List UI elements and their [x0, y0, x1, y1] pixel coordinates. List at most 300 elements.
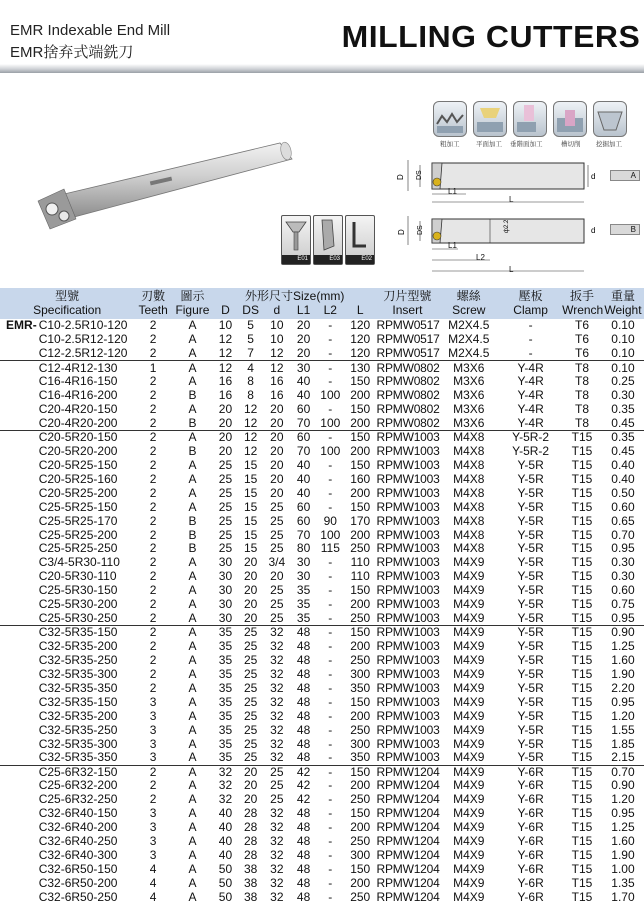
dim-ds-cell: 25: [243, 652, 258, 667]
weight-cell: 0.30: [611, 388, 635, 403]
weight-cell: 1.25: [611, 820, 635, 835]
screw-cell: M2X4.5: [448, 332, 490, 347]
insert-cell: RPMW1003: [376, 499, 440, 514]
clamp-cell: Y-5R: [499, 626, 562, 640]
size-header: 外形尺寸Size(mm): [245, 289, 345, 303]
dim-ds-cell: 28: [243, 820, 258, 835]
teeth-cell: 2: [149, 457, 157, 472]
table-row: [0, 612, 644, 626]
table-row: [0, 737, 644, 751]
insert-e03: [313, 215, 343, 265]
dim-l-cell: 160: [350, 471, 371, 486]
weight-cell: 1.55: [611, 722, 635, 737]
wrench-cell: T15: [562, 765, 602, 779]
header-row-1: [0, 288, 644, 303]
wrench-cell: T15: [571, 583, 593, 598]
insert-cell: RPMW1003: [376, 430, 440, 445]
screw-cell: M4X8: [453, 485, 485, 500]
series-prefix: [0, 584, 37, 598]
dim-small-d-cell: 25: [270, 792, 284, 807]
teeth-cell: 3: [149, 848, 157, 863]
dim-l-cell: 120: [350, 332, 371, 347]
dim-ds-cell: 38: [243, 862, 258, 877]
series-prefix: [0, 612, 37, 626]
wrench-cell: T6: [575, 346, 590, 361]
teeth-cell: 2: [149, 471, 157, 486]
series-prefix: [0, 863, 37, 877]
dim-l1-cell: 80: [296, 541, 311, 556]
dim-d-cell: 30: [218, 555, 233, 570]
dim-ds-cell: 20: [243, 555, 258, 570]
insert-cell: RPMW1003: [376, 625, 440, 640]
clamp-cell: Y-5R: [517, 541, 544, 556]
wrench-cell: T15: [571, 862, 593, 877]
weight-cell: 0.95: [611, 806, 635, 821]
dim-l2-cell: -: [328, 318, 333, 333]
dim-small-d-cell: 32: [263, 626, 290, 640]
dim-small-d-cell: 25: [270, 541, 284, 556]
type-b-l2: L2: [476, 253, 485, 262]
insert-cell: RPMW1003: [376, 708, 440, 723]
clamp-cell: -: [528, 318, 533, 333]
dim-l2-cell: -: [328, 820, 333, 835]
clamp-cell: Y-5R: [517, 666, 544, 681]
spec-cell: C12-4R12-130: [37, 361, 135, 375]
screw-cell: M4X9: [453, 848, 485, 863]
wrench-cell: T8: [575, 402, 590, 417]
table-row: [0, 654, 644, 668]
spec-cell: C25-5R25-170: [38, 513, 118, 528]
dim-l2-cell: -: [328, 583, 333, 598]
wrench-cell: T6: [575, 318, 590, 333]
dim-d-cell: 35: [218, 652, 233, 667]
teeth-cell: 2: [149, 527, 157, 542]
figure-cell: A: [188, 652, 197, 667]
spec-header-en: Specification: [33, 303, 102, 317]
wrench-cell: T15: [571, 722, 593, 737]
clamp-cell: Y-5R: [517, 680, 544, 695]
clamp-cell: Y-4R: [499, 361, 562, 375]
teeth-cell: 3: [149, 820, 157, 835]
dim-d-cell: 16: [218, 388, 233, 403]
dim-small-d-cell: 32: [270, 694, 284, 709]
teeth-cell: 3: [149, 806, 157, 821]
wrench-icon: [346, 216, 374, 254]
dim-l1-cell: 30: [296, 555, 311, 570]
clamp-header-en: Clamp: [513, 303, 548, 317]
dim-l1-cell: 48: [296, 862, 311, 877]
dim-ds-cell: 20: [243, 610, 258, 625]
series-prefix: [0, 472, 37, 486]
weight-cell: 0.40: [611, 457, 635, 472]
dim-d-cell: 25: [218, 513, 233, 528]
series-prefix: [0, 444, 37, 458]
insert-cell: RPMW1003: [376, 666, 440, 681]
wrench-cell: T15: [571, 680, 593, 695]
clamp-cell: Y-6R: [517, 792, 544, 807]
clamp-cell: Y-6R: [517, 848, 544, 863]
weight-cell: 0.25: [611, 374, 635, 389]
screw-cell: M4X8: [438, 431, 499, 445]
dim-ds-cell: 28: [243, 848, 258, 863]
dim-d-cell: 25: [218, 527, 233, 542]
figure-cell: A: [188, 555, 197, 570]
series-prefix: [0, 528, 37, 542]
weight-cell: 1.20: [611, 708, 635, 723]
insert-cell: RPMW1204: [376, 806, 440, 821]
dim-l-cell: 200: [350, 527, 371, 542]
dim-l2-cell: -: [317, 361, 344, 375]
dim-d-cell: 25: [218, 471, 233, 486]
spec-table-wrap: [0, 288, 644, 904]
insert-cell: RPMW1204: [376, 862, 440, 877]
weight-cell: 0.95: [611, 610, 635, 625]
wrench-cell: T15: [571, 666, 593, 681]
wrench-cell: T15: [571, 820, 593, 835]
series-prefix: [0, 486, 37, 500]
series-prefix: [0, 347, 37, 361]
dim-d-cell: 20: [213, 431, 238, 445]
weight-cell: 0.95: [611, 541, 635, 556]
insert-cell: RPMW1003: [376, 610, 440, 625]
series-prefix: [0, 570, 37, 584]
weight-header-en: Weight: [604, 303, 642, 317]
clamp-cell: Y-5R: [517, 485, 544, 500]
dim-l1-cell: 48: [296, 834, 311, 849]
dim-ds-cell: 15: [243, 513, 258, 528]
dim-l-cell: 120: [350, 318, 371, 333]
insert-cell: RPMW1204: [376, 764, 440, 779]
insert-header-en: Insert: [392, 303, 423, 317]
spec-cell: C20-5R30-110: [38, 569, 117, 584]
dim-ds-cell: 25: [243, 666, 258, 681]
dim-d-label: D: [396, 174, 405, 180]
teeth-header-en: Teeth: [138, 303, 168, 317]
dim-d-cell: 10: [218, 318, 233, 333]
table-row: [0, 403, 644, 417]
dim-header-l: L: [356, 303, 364, 317]
dim-l-cell: 350: [350, 750, 371, 765]
spec-cell: C25-5R30-200: [38, 597, 118, 612]
series-prefix: [0, 389, 37, 403]
screw-cell: M4X9: [438, 626, 499, 640]
spec-table: [0, 288, 644, 904]
wrench-cell: T15: [571, 597, 593, 612]
weight-cell: 0.10: [602, 361, 644, 375]
screw-cell: M3X6: [453, 402, 485, 417]
dim-l1-cell: 70: [296, 415, 311, 430]
type-b-tag: B: [610, 224, 640, 235]
dim-ds-cell: 20: [243, 778, 258, 793]
series-prefix: [0, 403, 37, 417]
clamp-cell: Y-4R: [517, 388, 544, 403]
table-row: [0, 681, 644, 695]
dim-small-d-cell: 3/4: [268, 555, 286, 570]
insert-cell: RPMW0802: [376, 374, 440, 389]
insert-cell: RPMW1204: [376, 778, 440, 793]
weight-cell: 0.30: [611, 569, 635, 584]
dim-l1-cell: 48: [296, 889, 311, 904]
clamp-cell: Y-5R: [517, 555, 544, 570]
wrench-cell: T6: [575, 332, 590, 347]
dim-d-cell: 35: [218, 736, 233, 751]
dim-ds-cell: 25: [243, 694, 258, 709]
table-row: [0, 709, 644, 723]
dim-d-cell: 40: [218, 848, 233, 863]
insert-cell: RPMW1003: [376, 555, 440, 570]
screw-cell: M4X9: [453, 792, 485, 807]
screw-cell: M4X9: [453, 610, 485, 625]
wrench-cell: T15: [571, 610, 593, 625]
dim-l-cell: 150: [350, 499, 371, 514]
table-row: [0, 542, 644, 556]
teeth-cell: 2: [149, 332, 157, 347]
dim-l1-cell: 42: [296, 778, 311, 793]
dim-ds-cell: 20: [243, 569, 258, 584]
clamp-cell: Y-6R: [517, 862, 544, 877]
dim-small-d-cell: 12: [270, 346, 284, 361]
weight-cell: 0.10: [611, 346, 635, 361]
dim-l-cell: 200: [350, 820, 371, 835]
teeth-cell: 3: [149, 750, 157, 765]
dim-l-cell: 200: [350, 708, 371, 723]
table-row: [0, 458, 644, 472]
insert-cell: RPMW0802: [376, 388, 440, 403]
dim-ds-cell: 15: [243, 485, 258, 500]
dim-l1-cell: 42: [290, 765, 316, 779]
dim-small-d-cell: 32: [270, 889, 284, 904]
teeth-cell: 2: [149, 415, 157, 430]
insert-cell: RPMW0802: [376, 360, 440, 375]
table-row: [0, 375, 644, 389]
figure-cell: A: [188, 346, 197, 361]
dim-ds-cell: 25: [243, 639, 258, 654]
weight-cell: 0.45: [611, 415, 635, 430]
table-row: [0, 667, 644, 681]
dim-l2-cell: -: [328, 889, 333, 904]
series-prefix: [0, 835, 37, 849]
teeth-cell: 2: [134, 626, 172, 640]
dim-ds-cell: 7: [247, 346, 254, 361]
weight-cell: 0.90: [611, 778, 635, 793]
dim-l1-cell: 40: [296, 374, 311, 389]
dim-d-cell: 25: [218, 457, 233, 472]
dim-l-cell: 300: [350, 848, 371, 863]
face-milling-icon: [473, 101, 507, 137]
figure-cell: A: [188, 597, 197, 612]
clamp-icon: [314, 216, 342, 254]
dim-small-d-cell: 10: [270, 332, 284, 347]
dim-small-d-cell: 25: [270, 583, 284, 598]
screw-cell: M4X9: [453, 597, 485, 612]
dim-l2-cell: -: [328, 652, 333, 667]
series-prefix: EMR-: [6, 318, 37, 333]
spec-cell: C32-6R40-250: [38, 834, 118, 849]
dim-small-d-cell: 25: [263, 765, 290, 779]
insert-e02: [345, 215, 375, 265]
figure-cell: B: [188, 541, 197, 556]
series-prefix: [0, 626, 37, 640]
dim-l1-cell: 48: [296, 848, 311, 863]
dim-l1-cell: 30: [290, 361, 316, 375]
wrench-cell: T15: [571, 778, 593, 793]
dim-l-cell: 200: [350, 388, 371, 403]
table-row: [0, 640, 644, 654]
dim-l1-cell: 48: [296, 722, 311, 737]
table-row: [0, 431, 644, 445]
weight-cell: 0.70: [602, 765, 644, 779]
table-row: [0, 765, 644, 779]
dim-d-cell: 20: [218, 415, 233, 430]
wrench-cell: T8: [575, 388, 590, 403]
wrench-cell: T15: [571, 471, 593, 486]
weight-cell: 0.30: [611, 555, 635, 570]
figure-cell: B: [188, 527, 197, 542]
figure-cell: A: [188, 402, 197, 417]
dim-d-cell: 35: [218, 750, 233, 765]
dim-ds-cell: 25: [243, 722, 258, 737]
type-a-tag: A: [610, 170, 640, 181]
screw-cell: M4X8: [453, 513, 485, 528]
dim-d-cell: 35: [218, 708, 233, 723]
dim-small-d-cell: 32: [270, 708, 284, 723]
wrench-cell: T15: [571, 485, 593, 500]
dim-l2-cell: -: [328, 834, 333, 849]
dim-l2-cell: 100: [320, 415, 341, 430]
product-line-zh: EMR捨弃式端銑刀: [10, 44, 134, 61]
screw-cell: M4X9: [453, 862, 485, 877]
dim-l-cell: 150: [344, 626, 377, 640]
figure-cell: A: [188, 708, 197, 723]
dim-d-cell: 35: [218, 694, 233, 709]
spec-cell: C25-5R25-150: [38, 499, 118, 514]
figure-cell: A: [188, 639, 197, 654]
weight-cell: 1.20: [611, 792, 635, 807]
table-row: [0, 626, 644, 640]
insert-cell: RPMW1003: [376, 694, 440, 709]
dim-d-cell: 35: [218, 639, 233, 654]
dim-small-d-cell: 32: [270, 820, 284, 835]
figure-cell: A: [188, 792, 197, 807]
dim-d-cell: 35: [218, 680, 233, 695]
insert-header-zh: 刀片型號: [383, 289, 432, 303]
dim-d-cell: 12: [218, 346, 233, 361]
table-row: [0, 849, 644, 863]
dim-ds-cell: 28: [243, 834, 258, 849]
table-row: [0, 514, 644, 528]
table-row: [0, 863, 644, 877]
insert-cell: RPMW1204: [376, 792, 440, 807]
dim-l2-cell: 100: [320, 388, 341, 403]
wrench-header-zh: 扳手: [570, 289, 595, 303]
spec-cell: C20-5R25-150: [38, 457, 118, 472]
category-title: MILLING CUTTERS: [341, 19, 641, 54]
dim-header-ds: DS: [242, 303, 259, 317]
wrench-cell: T8: [575, 374, 590, 389]
teeth-cell: 2: [149, 610, 157, 625]
dim-small-d-cell: 16: [270, 388, 284, 403]
spec-cell: C25-6R32-200: [38, 778, 118, 793]
teeth-cell: 2: [149, 583, 157, 598]
dim-l-cell: 200: [350, 485, 371, 500]
figure-cell: A: [188, 332, 197, 347]
dim-small-d-cell: 12: [263, 361, 290, 375]
weight-cell: 1.70: [611, 889, 635, 904]
teeth-cell: 4: [149, 875, 157, 890]
clamp-cell: Y-5R: [517, 583, 544, 598]
table-row: [0, 500, 644, 514]
dim-d-cell: 35: [218, 666, 233, 681]
dim-l2-cell: -: [317, 626, 344, 640]
dim-l2-cell: -: [328, 875, 333, 890]
type-b-l: L: [509, 265, 514, 274]
clamp-cell: Y-5R: [517, 499, 544, 514]
dim-ds-cell: 15: [243, 471, 258, 486]
dim-l2-cell: -: [328, 778, 333, 793]
dim-l1-cell: 48: [296, 708, 311, 723]
wrench-cell: T15: [571, 694, 593, 709]
spec-cell: C20-5R20-150: [37, 431, 135, 445]
weight-cell: 0.60: [611, 583, 635, 598]
clamp-cell: Y-6R: [499, 765, 562, 779]
dim-l1-cell: 20: [296, 346, 311, 361]
insert-cell: RPMW0802: [376, 402, 440, 417]
screw-cell: M4X8: [453, 499, 485, 514]
dim-small-d-cell: 32: [270, 750, 284, 765]
teeth-cell: 2: [149, 402, 157, 417]
wrench-cell: T15: [571, 889, 593, 904]
weight-header-zh: 重量: [610, 289, 635, 303]
screw-cell: M4X9: [453, 583, 485, 598]
table-row: [0, 695, 644, 709]
insert-label: E03: [314, 255, 342, 264]
spec-cell: C32-5R35-150: [37, 626, 135, 640]
dim-l2-cell: -: [328, 806, 333, 821]
dim-l1-cell: 35: [296, 597, 311, 612]
spec-cell: C20-4R20-200: [38, 415, 118, 430]
clamp-cell: Y-5R: [517, 639, 544, 654]
weight-cell: 1.35: [611, 875, 635, 890]
wrench-cell: T15: [571, 555, 593, 570]
screw-cell: M4X9: [453, 708, 485, 723]
screw-cell: M3X6: [453, 415, 485, 430]
dim-small-d-cell: 25: [270, 610, 284, 625]
dim-ds-cell: 25: [243, 736, 258, 751]
dim-l-cell: 150: [350, 694, 371, 709]
insert-cell: RPMW1003: [376, 513, 440, 528]
spec-cell: C32-5R35-150: [38, 694, 118, 709]
insert-cell: RPMW1003: [376, 736, 440, 751]
dim-l1-cell: 48: [296, 806, 311, 821]
dim-l2-cell: -: [328, 471, 333, 486]
dim-header-l2: L2: [323, 303, 337, 317]
dim-ds-cell: 25: [243, 708, 258, 723]
spec-cell: C32-6R50-200: [38, 875, 118, 890]
screw-cell: M4X9: [453, 750, 485, 765]
weight-cell: 0.40: [611, 471, 635, 486]
insert-cell: RPMW1003: [376, 569, 440, 584]
dim-l2-cell: -: [328, 680, 333, 695]
weight-cell: 0.70: [611, 527, 635, 542]
dim-d-cell: 35: [213, 626, 238, 640]
clamp-cell: Y-5R-2: [512, 443, 550, 458]
dim-small-d-cell: 32: [270, 722, 284, 737]
series-prefix: [0, 877, 37, 891]
dim-l2-cell: -: [328, 457, 333, 472]
slotting-icon: [553, 101, 587, 137]
dim-d-cell: 32: [213, 765, 238, 779]
dim-l1-cell: 60: [296, 513, 311, 528]
